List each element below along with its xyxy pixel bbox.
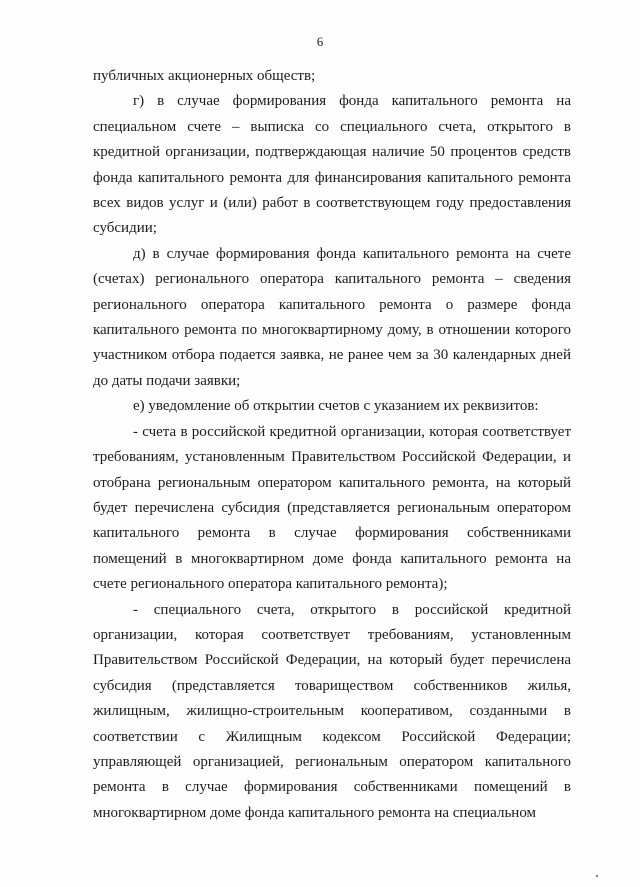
document-body (93, 64, 571, 826)
page-number: 6 (316, 34, 324, 49)
paragraph: д) в случае формирования фонда капитального ремонта на счете (счетах) регионального оператора капитального ремонта – сведения регионального оператора капитального ремонта о размере фонда капитального ремонта по многоквартирному дому, в отношении которого участником отбора подается заявка, не ранее чем за 30 календарных дней до даты подачи заявки; (93, 245, 571, 389)
paragraph: е) уведомление об открытии счетов с указанием их реквизитов: (133, 398, 539, 415)
paragraph: публичных акционерных обществ; (93, 68, 316, 84)
paragraph: - счета в российской кредитной организации, которая соответствует требованиям, установленным Правительством Российской Федерации, и отобрана региональным оператором капитального ремонта, на который будет перечислена субсидия (представляется региональным оператором капитального ремонта в случае формирования собственниками помещений в многоквартирном доме фонда капитального ремонта на счете регионального оператора капитального ремонта); (93, 423, 571, 593)
paragraph: - специального счета, открытого в российской кредитной организации, которая соответствует требованиям, установленным Правительством Российской Федерации, на который будет перечислена субсидия (представляется товариществом собственников жилья, жилищным, жилищно-строительным кооперативом, созданными в соответствии с Жилищным кодексом Российской Федерации; управляющей организацией, региональным оператором капитального ремонта в случае формирования собственниками помещений в многоквартирном доме фонда капитального ремонта на специальном (93, 601, 571, 821)
paragraph: г) в случае формирования фонда капитального ремонта на специальном счете – выписка со специального счета, открытого в кредитной организации, подтверждающая наличие 50 процентов средств фонда капитального ремонта для финансирования капитального ремонта всех видов услуг и (или) работ в соответствующем году предоставления субсидии; (93, 93, 571, 237)
scan-speck (596, 875, 598, 877)
